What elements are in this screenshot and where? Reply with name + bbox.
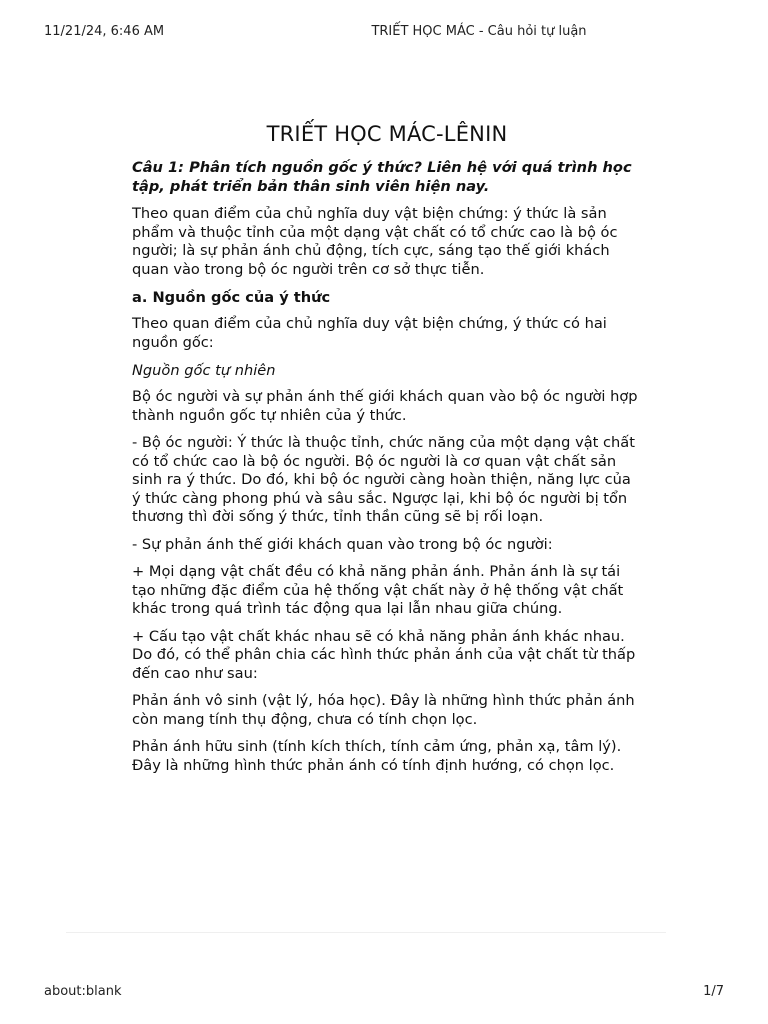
print-url: about:blank (44, 984, 122, 999)
print-document-title: TRIẾT HỌC MÁC - Câu hỏi tự luận (371, 24, 587, 39)
section-a-intro: Theo quan điểm của chủ nghĩa duy vật biện chứng, ý thức có hai nguồn gốc: (132, 315, 607, 351)
paragraph: + Cấu tạo vật chất khác nhau sẽ có khả năng phản ánh khác nhau. Do đó, có thể phân chia các hình thức phản ánh của vật chất từ thấp đến cao như sau: (132, 627, 636, 682)
question-1: Câu 1: Phân tích nguồn gốc ý thức? Liên hệ với quá trình học tập, phát triển bản thân sinh viên hiện nay. (132, 159, 632, 195)
paragraph: - Sự phản ánh thế giới khách quan vào trong bộ óc người: (132, 535, 553, 553)
print-header (44, 24, 724, 42)
document-title: TRIẾT HỌC MÁC-LÊNIN (266, 122, 508, 146)
document-body (132, 122, 642, 784)
section-a-heading: a. Nguồn gốc của ý thức (132, 289, 331, 306)
paragraph: - Bộ óc người: Ý thức là thuộc tỉnh, chức năng của một dạng vật chất có tổ chức cao là bộ óc người. Bộ óc người là cơ quan vật chất sản sinh ra ý thức. Do đó, khi bộ óc người càng hoàn thiện, năng lực của ý thức càng phong phú và sâu sắc. Ngược lại, khi bộ óc người bị tổn thương thì đời sống ý thức, tỉnh thần cũng sẽ bị rối loạn. (132, 434, 635, 525)
paragraph: Bộ óc người và sự phản ánh thế giới khách quan vào bộ óc người hợp thành nguồn gốc tự nhiên của ý thức. (132, 388, 638, 424)
paragraph: + Mọi dạng vật chất đều có khả năng phản ánh. Phản ánh là sự tái tạo những đặc điểm của hệ thống vật chất này ở hệ thống vật chất khác trong quá trình tác động qua lại lẫn nhau giữa chúng. (132, 563, 624, 617)
page-number: 1/7 (703, 984, 724, 999)
intro-paragraph: Theo quan điểm của chủ nghĩa duy vật biện chứng: ý thức là sản phẩm và thuộc tỉnh của một dạng vật chất có tổ chức cao là bộ óc người; là sự phản ánh chủ động, tích cực, sáng tạo thế giới khách quan vào trong bộ óc người trên cơ sở thực tiễn. (132, 205, 618, 278)
print-datetime: 11/21/24, 6:46 AM (44, 24, 165, 39)
paragraph: Phản ánh hữu sinh (tính kích thích, tính cảm ứng, phản xạ, tâm lý). Đây là những hình thức phản ánh có tính định hướng, có chọn lọc. (132, 738, 622, 774)
print-footer (44, 984, 724, 1002)
natural-origin-heading: Nguồn gốc tự nhiên (132, 362, 276, 379)
page-divider (66, 932, 666, 933)
paragraph: Phản ánh vô sinh (vật lý, hóa học). Đây là những hình thức phản ánh còn mang tính thụ động, chưa có tính chọn lọc. (132, 692, 635, 728)
